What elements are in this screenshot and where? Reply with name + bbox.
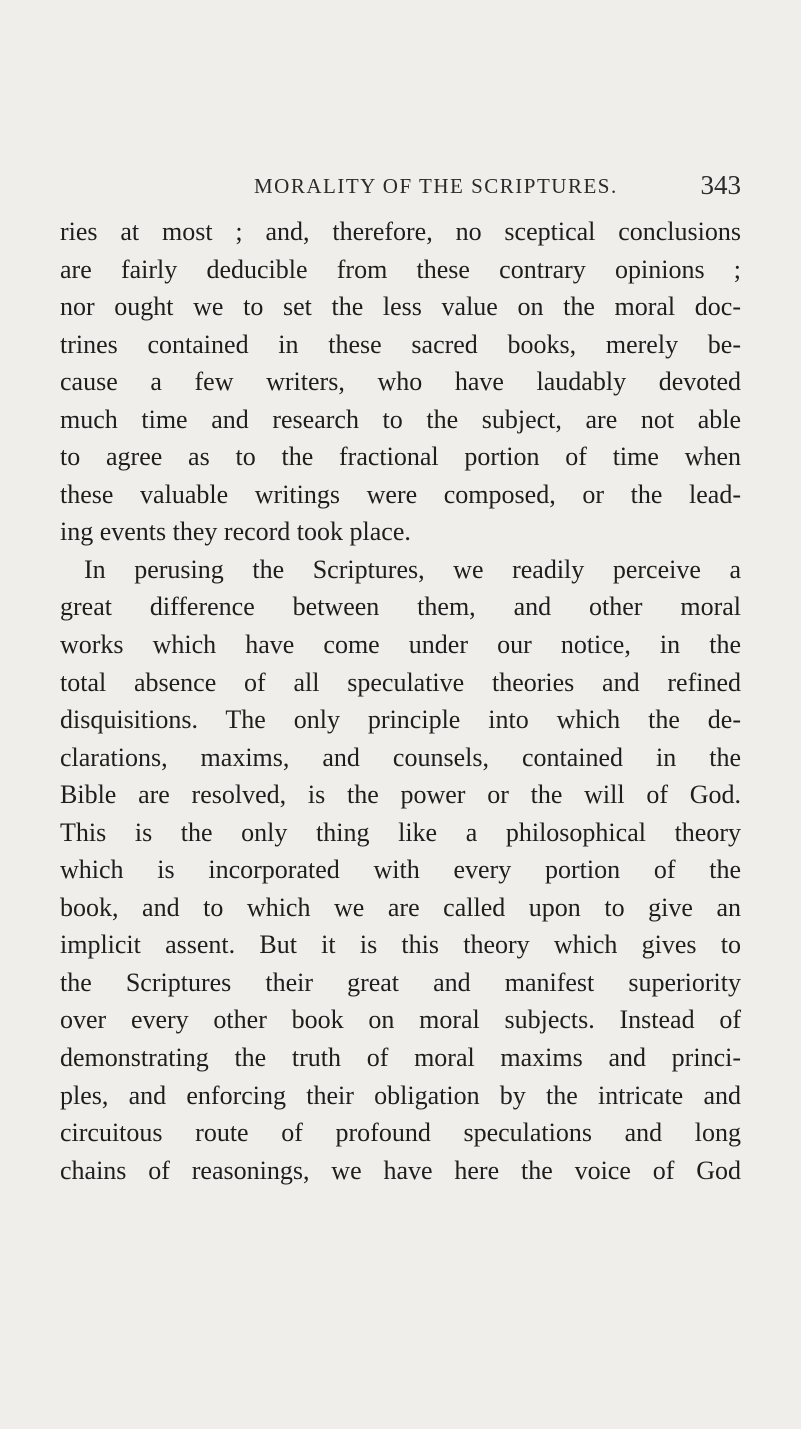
running-head xyxy=(60,170,741,204)
text-line: This is the only thing like a philosophical theory xyxy=(60,817,741,847)
text-line: book, and to which we are called upon to give an xyxy=(60,892,741,922)
text-line: total absence of all speculative theories and refined xyxy=(60,667,741,697)
text-line: over every other book on moral subjects. Instead of xyxy=(60,1005,741,1035)
text-line: to agree as to the fractional portion of time when xyxy=(60,442,741,472)
text-line: great difference between them, and other moral xyxy=(60,592,741,622)
running-title: MORALITY OF THE SCRIPTURES. xyxy=(254,174,618,198)
text-line: the Scriptures their great and manifest superiority xyxy=(60,967,741,997)
text-line: nor ought we to set the less value on the moral doc- xyxy=(60,292,741,322)
text-line: ries at most ; and, therefore, no sceptical conclusions xyxy=(60,217,741,246)
text-line: cause a few writers, who have laudably devoted xyxy=(60,367,741,397)
text-line: are fairly deducible from these contrary opinions ; xyxy=(60,254,741,284)
text-line: chains of reasonings, we have here the voice of God xyxy=(60,1155,741,1185)
text-line: clarations, maxims, and counsels, contained in the xyxy=(60,742,741,772)
text-line: ples, and enforcing their obligation by the intricate and xyxy=(60,1080,741,1110)
text-line: works which have come under our notice, in the xyxy=(60,630,741,660)
text-line: ing events they record took place. xyxy=(60,517,411,547)
text-line: implicit assent. But it is this theory which gives to xyxy=(60,930,741,960)
text-line: these valuable writings were composed, or the lead- xyxy=(60,479,741,509)
paragraph-start-line: In perusing the Scriptures, we readily perceive a xyxy=(84,554,741,584)
text-line: trines contained in these sacred books, merely be- xyxy=(60,329,741,359)
text-line: much time and research to the subject, are not able xyxy=(60,404,741,434)
body-text xyxy=(60,213,741,1189)
text-line: Bible are resolved, is the power or the will of God. xyxy=(60,780,741,810)
page-number: 343 xyxy=(700,170,741,200)
text-line: which is incorporated with every portion of the xyxy=(60,855,741,885)
text-line: circuitous route of profound speculations and long xyxy=(60,1118,741,1148)
text-line: demonstrating the truth of moral maxims and princi- xyxy=(60,1043,741,1073)
text-line: disquisitions. The only principle into which the de- xyxy=(60,705,741,735)
